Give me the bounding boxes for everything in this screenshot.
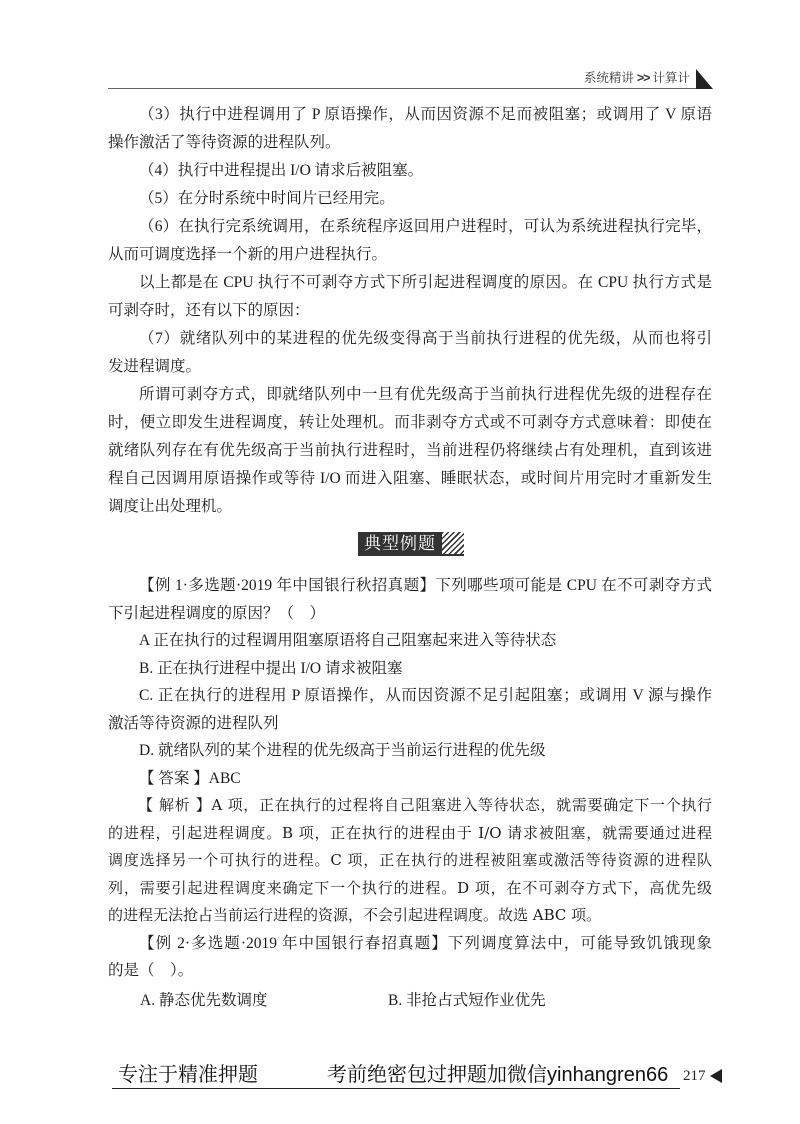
text-line: 的进程，引起进程调度。B 项，正在执行的进程由于 I/O 请求被阻塞，就需要通过进程 [108, 823, 712, 842]
text-line: 所谓可剥夺方式，即就绪队列中一旦有优先级高于当前执行进程优先级的进程存在 [139, 386, 712, 403]
analysis-text: A 项，正在执行的过程将自己阻塞进入等待状态，就需要确定下一个执行 [211, 796, 712, 814]
answer-label: 【 答案 】 [139, 769, 209, 787]
text-line: 以上都是在 CPU 执行不可剥夺方式下所引起进程调度的原因。在 CPU 执行方式是 [139, 274, 712, 291]
paragraph-6 [108, 213, 712, 269]
text-line: C. 正在执行的进程用 P 原语操作，从而因资源不足引起阻塞；或调用 V 源与操作 [139, 687, 712, 704]
text-line: （7）就绪队列中的某进程的优先级变得高于当前执行进程的优先级，从而也将引 [139, 330, 712, 347]
text-line: 的进程无法抢占当前运行进程的资源，不会引起进程调度。故选 ABC 项。 [108, 906, 602, 924]
text-line: 发进程调度。 [108, 358, 202, 375]
text-line: 列，需要引起进程调度来确定下一个执行的进程。D 项，在不可剥夺方式下，高优先级 [108, 878, 712, 897]
text-line: 可剥夺时，还有以下的原因： [108, 302, 310, 319]
text-line: 操作激活了等待资源的进程队列。 [108, 134, 341, 151]
text-line: 时，便立即发生进程调度，转让处理机。而非剥夺方式或不可剥夺方式意味着：即使在 [108, 414, 712, 431]
running-header [584, 70, 690, 86]
example-1-option-b [108, 655, 712, 683]
text-line: 的是（ ）。 [108, 962, 194, 979]
text-line: 【例 2·多选题·2019 年中国银行春招真题】下列调度算法中，可能导致饥饿现象 [139, 934, 712, 952]
text-line [108, 765, 712, 793]
text-line: 调度让出处理机。 [108, 498, 233, 515]
text-line: B. 正在执行进程中提出 I/O 请求被阻塞 [139, 659, 403, 677]
body-text [108, 101, 712, 521]
text-line: 就绪队列存在有优先级高于当前执行进程时，当前进程仍将继续占有处理机，直到该进 [108, 442, 712, 459]
text-line: 调度选择另一个可执行的进程。C 项，正在执行的进程被阻塞或激活等待资源的进程队 [108, 851, 712, 869]
paragraph-preemptive [108, 381, 712, 521]
example-1-analysis [108, 792, 712, 930]
text-line: （3）执行中进程调用了 P 原语操作，从而因资源不足而被阻塞；或调用了 V 原语 [139, 106, 712, 123]
paragraph-4 [108, 157, 712, 185]
footer-right-text: 考前绝密包过押题加微信yinhangren66 [327, 1064, 669, 1086]
example-2-question [108, 930, 712, 985]
page-number: 217 [683, 1068, 706, 1084]
answer-value: ABC [208, 769, 241, 787]
text-line: 从而可调度选择一个新的用户进程执行。 [108, 246, 388, 263]
text-line: 程自己因调用原语操作或等待 I/O 而进入阻塞、睡眠状态，或时间片用完时才重新发生 [108, 470, 712, 487]
text-line [108, 792, 712, 820]
example-2-option-a: A. 静态优先数调度 [140, 992, 268, 1009]
example-1-question [108, 572, 712, 627]
example-1-option-c [108, 682, 712, 737]
header-rule [108, 88, 698, 89]
example-2-option-b: B. 非抢占式短作业优先 [388, 992, 546, 1009]
text-line: 激活等待资源的进程队列 [108, 714, 279, 732]
example-2-options [140, 987, 700, 1015]
text-line: （4）执行中进程提出 I/O 请求后被阻塞。 [139, 162, 424, 179]
example-1-option-a [108, 627, 712, 655]
paragraph-7 [108, 325, 712, 381]
analysis-label: 【 解析 】 [138, 796, 212, 814]
paragraph-5 [108, 185, 712, 213]
text-line: （6）在执行完系统调用，在系统程序返回用户进程时，可认为系统进程执行完毕， [139, 218, 712, 235]
footer-rule [112, 1088, 680, 1089]
example-1-answer [108, 765, 712, 793]
section-title-hatch [442, 532, 464, 556]
section-title [358, 532, 464, 556]
text-line: A 正在执行的过程调用阻塞原语将自己阻塞起来进入等待状态 [139, 632, 557, 649]
header-section: 系统精讲 [583, 71, 634, 85]
example-1-option-d [108, 737, 712, 765]
paragraph-3 [108, 101, 712, 157]
text-line: 【例 1·多选题·2019 年中国银行秋招真题】下列哪些项可能是 CPU 在不可剥夺方式 [139, 577, 712, 594]
paragraph-summary [108, 269, 712, 325]
text-line: （5）在分时系统中时间片已经用完。 [139, 190, 395, 207]
text-line: 下引起进程调度的原因？（ ） [108, 604, 326, 622]
text-line: D. 就绪队列的某个进程的优先级高于当前运行进程的优先级 [139, 742, 546, 759]
page-triangle-icon [710, 1069, 722, 1083]
header-triangle-icon [696, 69, 713, 89]
header-chapter: 计算计 [652, 71, 690, 85]
header-arrow: >> [636, 71, 650, 85]
footer-left-text: 专注于精准押题 [118, 1064, 258, 1086]
section-title-label: 典型例题 [358, 532, 442, 556]
examples [108, 572, 712, 985]
